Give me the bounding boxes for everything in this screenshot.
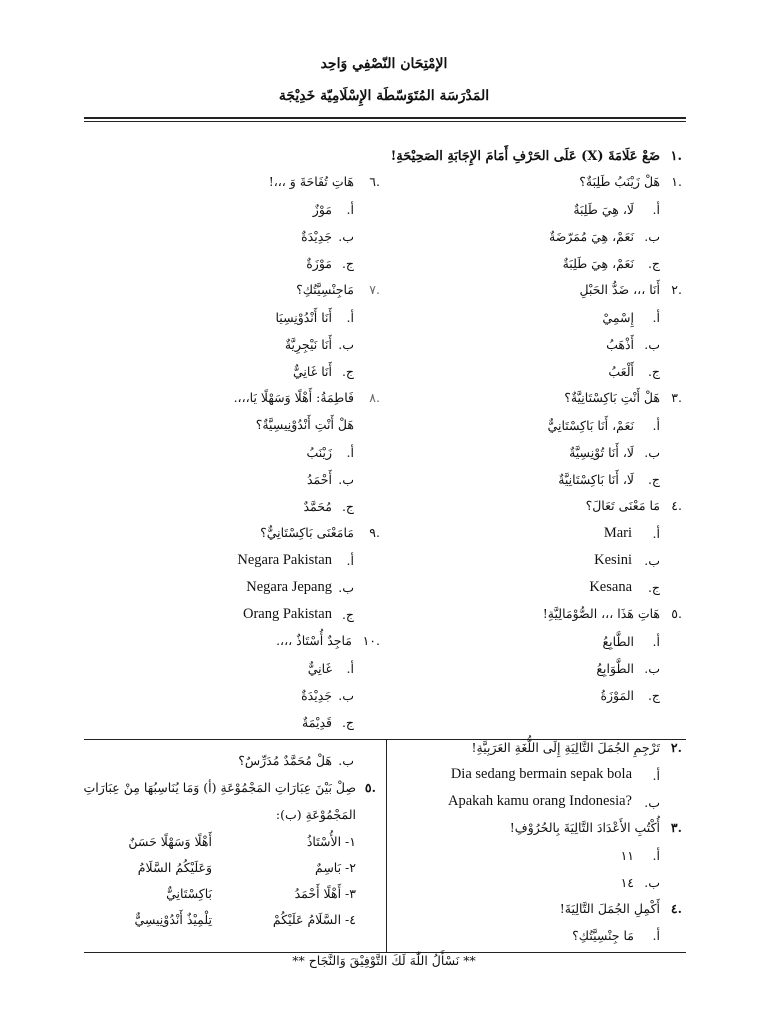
q7-option-b-letter: ب. (338, 337, 354, 352)
section2-item-a-letter: أ. (652, 768, 660, 783)
section3-item-b: ١٤ (620, 875, 634, 890)
q6-option-a-letter: أ. (346, 202, 354, 217)
section4-item-b: هَلْ مُحَمَّدٌ مُدَرِّسٌ؟ (238, 753, 332, 768)
q4-option-a-letter: أ. (652, 526, 660, 541)
q1-option-a-letter: أ. (652, 202, 660, 217)
q6-number: .٦ (369, 174, 380, 189)
q3-number: .٣ (671, 390, 682, 405)
footer-prayer: ** نَسْأَلُ اللّٰهَ لَكَ التَّوْفِيْقَ وَالنَّجَاح ** (292, 953, 476, 968)
q10-option-a[interactable]: غَانِيٌّ (307, 661, 332, 676)
q9-option-b[interactable]: Negara Jepang (246, 579, 332, 595)
q10-number: .١٠ (362, 633, 380, 648)
q7-option-c[interactable]: أَنَا غَانِيٌّ (293, 364, 332, 379)
group-b-item-2: وَعَلَيْكُمُ السَّلَامُ (137, 860, 212, 875)
group-a-item-3: ٣- أَهْلًا أَحْمَدُ (294, 886, 356, 901)
q3-option-a[interactable]: نَعَمْ، أَنَا بَاكِسْتَانِيٌّ (547, 418, 634, 433)
q9-option-c-letter: ج. (341, 607, 354, 622)
section3-item-b-letter: ب. (644, 875, 660, 890)
q10-question: مَاجِدٌ أُسْتَاذٌ ،،،. (276, 633, 352, 648)
q8-option-a-letter: أ. (346, 445, 354, 460)
section2-number: .٢ (670, 740, 682, 755)
q6-option-b[interactable]: جَدِيْدَةٌ (301, 229, 332, 244)
q3-option-b[interactable]: لَا، أَنَا تُوْنِسِيَّةٌ (569, 445, 634, 460)
q5-option-b-letter: ب. (644, 661, 660, 676)
section4-item-a: مَا جِنْسِيَّتُكِ؟ (572, 928, 634, 943)
q2-question: أَنَا ،،، ضَدُّ الحَبْلِ (579, 282, 660, 297)
q4-question: مَا مَعْنَى تَعَالَ؟ (585, 498, 660, 513)
q4-option-c-letter: ج. (647, 580, 660, 595)
q7-question: مَاجِنْسِيَّتُكِ؟ (296, 282, 354, 297)
q1-option-c-letter: ج. (647, 256, 660, 271)
q5-option-c[interactable]: المَوْزَةُ (600, 688, 634, 703)
q6-question: هَاتِ تُفَاحَةَ وَ ،،،! (268, 174, 354, 189)
q9-option-a[interactable]: Negara Pakistan (237, 552, 332, 568)
q2-option-a-letter: أ. (652, 310, 660, 325)
group-a-item-1: ١- الأُسْتَاذُ (306, 834, 356, 849)
section3-item-a-letter: أ. (652, 848, 660, 863)
q9-question: مَامَعْنَى بَاكِسْتَانِيٌّ؟ (260, 525, 354, 540)
q10-option-a-letter: أ. (346, 661, 354, 676)
section4-item-b-letter: ب. (338, 753, 354, 768)
group-a-item-4: ٤- السَّلَامُ عَلَيْكُمْ (272, 912, 356, 927)
section1-instruction: ضَعْ عَلَامَةَ (X) عَلَى الحَرْفِ أَمَامَ الإِجَابَةِ الصَحِيْحَةِ! (390, 149, 660, 164)
q2-option-c[interactable]: أَلْعَبُ (608, 364, 634, 379)
section3-instruction: أُكْتُبِ الأَعْدَادَ التَّالِيَةَ بِالحُرُوْفِ! (509, 820, 660, 835)
q10-option-c-letter: ج. (341, 715, 354, 730)
q6-option-a[interactable]: مَوْزٌ (312, 202, 332, 217)
q1-option-c[interactable]: نَعَمْ، هِيَ طَلِبَةٌ (562, 256, 634, 271)
q4-option-a[interactable]: Mari (603, 525, 632, 541)
section4-instruction: أَكْمِلِ الجُمَلَ التَّالِيَةَ! (559, 901, 660, 916)
q8-number: .٨ (369, 390, 380, 405)
q3-option-b-letter: ب. (644, 445, 660, 460)
section2-item-b-letter: ب. (644, 795, 660, 810)
section1-number: .١ (670, 149, 682, 164)
q5-option-a-letter: أ. (652, 634, 660, 649)
q2-option-b[interactable]: أَذْهَبُ (606, 337, 634, 352)
section2-item-a: Dia sedang bermain sepak bola (450, 766, 632, 782)
q10-option-b-letter: ب. (338, 688, 354, 703)
column-divider (386, 739, 387, 953)
q8-option-b-letter: ب. (338, 472, 354, 487)
group-b-item-4: تِلْمِيْذٌ أَنْدُوْنِيسِيٌّ (134, 912, 212, 927)
q2-option-c-letter: ج. (647, 364, 660, 379)
q5-option-c-letter: ج. (647, 688, 660, 703)
section2-item-b: Apakah kamu orang Indonesia? (447, 793, 632, 809)
group-a-item-2: ٢- بَاسِمٌ (315, 860, 356, 875)
q10-option-c[interactable]: قَدِيْمَةٌ (302, 715, 332, 730)
q5-question: هَاتِ هَذَا ،،، الصُّوْمَالِيَّةِ! (542, 606, 660, 621)
q3-option-c[interactable]: لَا، أَنَا بَاكِسْتَانِيَّةٌ (558, 472, 634, 487)
header-rule-top (84, 117, 686, 119)
q8-question-line2: هَلْ أَنْتِ أَنْدُوْنِيسِيَّةٌ؟ (255, 417, 354, 432)
q6-option-b-letter: ب. (338, 229, 354, 244)
q8-option-a[interactable]: زَيْنَبُ (306, 445, 332, 460)
q3-option-a-letter: أ. (652, 418, 660, 433)
group-b-item-1: أَهْلًا وَسَهْلًا حَسَنٌ (128, 834, 212, 849)
q9-option-a-letter: أ. (346, 553, 354, 568)
header-rule-bottom (84, 121, 686, 122)
q1-number: .١ (671, 174, 682, 189)
q8-option-b[interactable]: أَحْمَدُ (307, 472, 332, 487)
q8-option-c[interactable]: مُحَمَّدٌ (303, 499, 332, 514)
q2-option-a[interactable]: إِسْمِيْ (602, 310, 634, 325)
section5-number: .٥ (364, 780, 376, 795)
q7-option-c-letter: ج. (341, 364, 354, 379)
q9-option-c[interactable]: Orang Pakistan (243, 606, 332, 622)
q4-number: .٤ (671, 498, 682, 513)
q7-number: .٧ (369, 282, 380, 297)
q3-option-c-letter: ج. (647, 472, 660, 487)
q5-number: .٥ (671, 606, 682, 621)
q8-question: فَاطِمَةُ: أَهْلًا وَسَهْلًا يَا،،،. (233, 390, 354, 405)
section3-number: .٣ (670, 820, 682, 835)
q10-option-b[interactable]: جَدِيْدَةٌ (301, 688, 332, 703)
q2-option-b-letter: ب. (644, 337, 660, 352)
q4-option-b[interactable]: Kesini (594, 552, 632, 568)
group-b-item-3: بَاكِسْتَانِيٌّ (166, 886, 212, 901)
q3-question: هَلْ أَنْتِ بَاكِسْتَانِيَّةٌ؟ (564, 390, 660, 405)
section2-instruction: تَرْجِمِ الجُمَلَ التَّالِيَةِ إِلَى اللُّغَةِ العَرَبِيَّةِ! (471, 740, 660, 755)
q5-option-a[interactable]: الطَّابِعُ (602, 634, 634, 649)
section3-item-a: ١١ (620, 848, 634, 863)
exam-title: الإمْتِحَان النّصْفِي وَاحِد (320, 56, 448, 72)
section5-instruction-line2: المَجْمُوْعَةِ (ب): (275, 807, 356, 822)
q2-number: .٢ (671, 282, 682, 297)
q6-option-c-letter: ج. (341, 256, 354, 271)
q9-option-b-letter: ب. (338, 580, 354, 595)
q7-option-a-letter: أ. (346, 310, 354, 325)
section4-number: .٤ (670, 901, 682, 916)
q8-option-c-letter: ج. (341, 499, 354, 514)
q1-question: هَلْ زَيْنَبُ طَلِبَةٌ؟ (579, 174, 660, 189)
q5-option-b[interactable]: الطَّوَابِعُ (596, 661, 634, 676)
q1-option-b-letter: ب. (644, 229, 660, 244)
school-name: المَدْرَسَة المُتَوَسّطَة الإِسْلَامِيّة خَدِيْجَة (278, 88, 490, 104)
q4-option-b-letter: ب. (644, 553, 660, 568)
section5-instruction: صِلْ بَيْنَ عِبَارَاتِ المَجْمُوْعَةِ (أ) وَمَا يُنَاسِبُهَا مِنْ عِبَارَاتِ (83, 780, 356, 795)
q6-option-c[interactable]: مَوْزَةٌ (306, 256, 332, 271)
q1-option-a[interactable]: لَا، هِيَ طَلِبَةٌ (573, 202, 634, 217)
q4-option-c[interactable]: Kesana (589, 579, 632, 595)
q1-option-b[interactable]: نَعَمْ، هِيَ مُمَرّضَةٌ (549, 229, 634, 244)
q7-option-a[interactable]: أَنَا أَنْدُوْنِسِيَا (275, 310, 332, 325)
q9-number: .٩ (369, 525, 380, 540)
q7-option-b[interactable]: أَنَا نَيْجِرِيَّةٌ (284, 337, 332, 352)
section4-item-a-letter: أ. (652, 928, 660, 943)
